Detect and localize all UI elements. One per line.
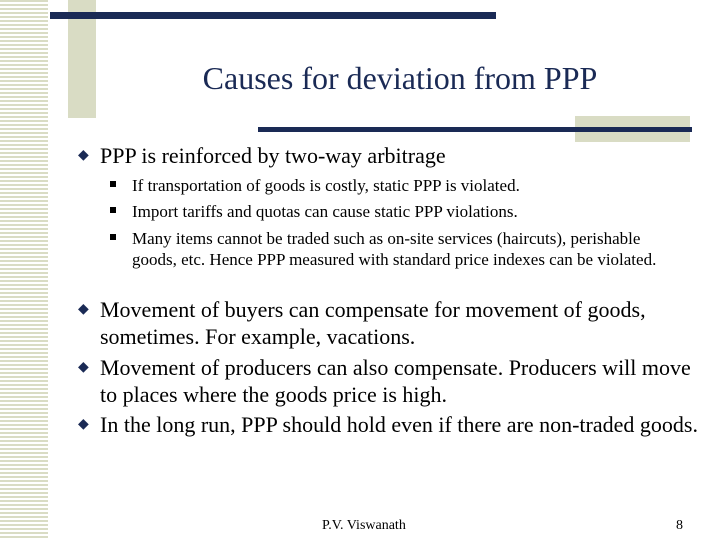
- decorative-stripes: [0, 0, 48, 540]
- bullet-item: [78, 296, 698, 350]
- diamond-icon: ◆: [78, 360, 89, 375]
- footer-author: P.V. Viswanath: [322, 518, 406, 533]
- page-number: 8: [676, 518, 683, 533]
- square-icon: [110, 207, 116, 213]
- subbullet-text: Many items cannot be traded such as on-site services (haircuts), perishable goods, etc. Hence PPP measured with standard price indexes can be violated.: [132, 229, 657, 269]
- subbullet-item: [110, 228, 660, 270]
- diamond-icon: ◆: [78, 302, 89, 317]
- slide-title: Causes for deviation from PPP: [202, 60, 598, 96]
- subbullet-text: Import tariffs and quotas can cause static PPP violations.: [132, 202, 518, 221]
- title-rule-bottom: [258, 127, 692, 132]
- bullet-item: [78, 411, 698, 438]
- bullet-text: PPP is reinforced by two-way arbitrage: [100, 143, 446, 168]
- bullet-text: Movement of buyers can compensate for movement of goods, sometimes. For example, vacations.: [100, 297, 646, 349]
- bullet-item: [78, 354, 698, 408]
- square-icon: [110, 234, 116, 240]
- diamond-icon: ◆: [78, 148, 89, 163]
- bullet-text: Movement of producers can also compensate. Producers will move to places where the goods price is high.: [100, 355, 691, 407]
- square-icon: [110, 181, 116, 187]
- subbullet-item: [110, 175, 660, 196]
- bullet-item: [78, 142, 698, 169]
- diamond-icon: ◆: [78, 417, 89, 432]
- subbullet-text: If transportation of goods is costly, static PPP is violated.: [132, 176, 520, 195]
- subbullet-item: [110, 201, 660, 222]
- bullet-text: In the long run, PPP should hold even if there are non-traded goods.: [100, 412, 698, 437]
- title-rule-top: [50, 12, 496, 19]
